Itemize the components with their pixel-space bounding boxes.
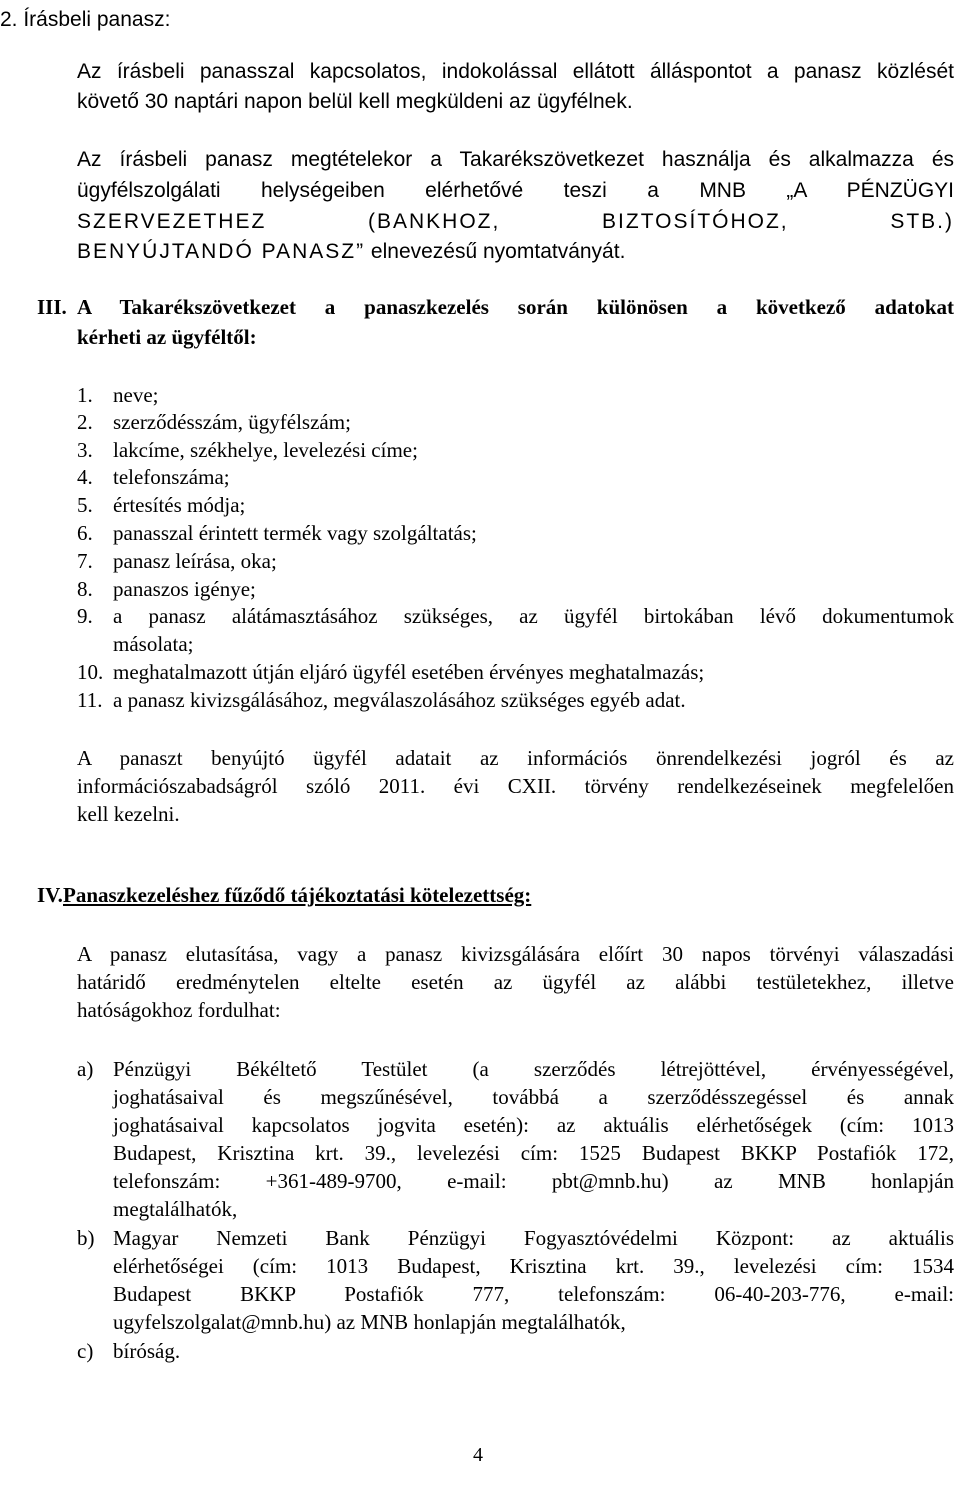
section-3-para-line2: információszabadságról szóló 2011. évi CXII. törvény rendelkezéseinek megfelelően [77, 774, 954, 798]
section-2-para2-line4 [77, 240, 625, 264]
section-2-para2-line1: Az írásbeli panasz megtételekor a Takarékszövetkezet használja és alkalmazza és [77, 148, 954, 171]
section-2-para2-line3: SZERVEZETHEZ (BANKHOZ, BIZTOSÍTÓHOZ, STB.) [77, 210, 954, 233]
section-3-title-line1: A Takarékszövetkezet a panaszkezelés során különösen a következő adatokat [77, 295, 954, 319]
list-item: 7. panasz leírása, oka; [77, 549, 277, 573]
section-2-para1-line2: követő 30 naptári napon belül kell megküldeni az ügyfélnek. [77, 90, 633, 113]
item-a-line6: megtalálhatók, [113, 1197, 238, 1221]
item-a-line3: joghatásaival kapcsolatos jogvita esetén): az aktuális elérhetőségek (cím: 1013 [113, 1113, 954, 1137]
section-4-title: Panaszkezeléshez fűződő tájékoztatási kötelezettség: [63, 883, 532, 907]
item-a-line5: telefonszám: +361-489-9700, e-mail: pbt@mnb.hu) az MNB honlapján [113, 1169, 954, 1193]
item-a-line1: Pénzügyi Békéltető Testület (a szerződés létrejöttével, érvényességével, [113, 1057, 954, 1081]
section-3-numeral: III. [37, 295, 67, 319]
list-item: 8. panaszos igénye; [77, 577, 256, 601]
section-4-para-line3: hatóságokhoz fordulhat: [77, 998, 281, 1022]
list-item: 11. a panasz kivizsgálásához, megválaszolásához szükséges egyéb adat. [77, 688, 686, 712]
section-3-para-line1: A panaszt benyújtó ügyfél adatait az információs önrendelkezési jogról és az [77, 746, 954, 770]
section-2-para1-line1: Az írásbeli panasszal kapcsolatos, indokolással ellátott álláspontot a panasz közlését [77, 60, 954, 83]
list-item: 2. szerződésszám, ügyfélszám; [77, 410, 351, 434]
item-c-line1: bíróság. [113, 1339, 181, 1363]
list-item: 9. a panasz alátámasztásához szükséges, az ügyfél birtokában lévő dokumentumok [77, 604, 954, 628]
section-3-para-line3: kell kezelni. [77, 802, 180, 826]
list-item: 6. panasszal érintett termék vagy szolgáltatás; [77, 521, 477, 545]
section-3-title-line2: kérheti az ügyféltől: [77, 325, 257, 349]
list-label-a: a) [77, 1057, 94, 1081]
list-item: 3. lakcíme, székhelye, levelezési címe; [77, 438, 418, 462]
page-number: 4 [473, 1444, 483, 1466]
list-item-continuation: másolata; [113, 632, 194, 656]
list-item: 4. telefonszáma; [77, 465, 230, 489]
list-item: 5. értesítés módja; [77, 493, 246, 517]
item-b-line2: elérhetőségei (cím: 1013 Budapest, Krisztina krt. 39., levelezési cím: 1534 [113, 1254, 954, 1278]
list-label-c: c) [77, 1339, 94, 1363]
form-name-suffix: elnevezésű nyomtatványát. [365, 240, 626, 263]
section-4-para-line2: határidő eredménytelen eltelte esetén az ügyfél az alábbi testületekhez, illetve [77, 970, 954, 994]
item-b-line4: ugyfelszolgalat@mnb.hu) az MNB honlapján megtalálhatók, [113, 1310, 626, 1334]
item-b-line3: Budapest BKKP Postafiók 777, telefonszám: 06-40-203-776, e-mail: [113, 1282, 954, 1306]
item-b-line1: Magyar Nemzeti Bank Pénzügyi Fogyasztóvédelmi Központ: az aktuális [113, 1226, 954, 1250]
form-name-end: BENYÚJTANDÓ PANASZ” [77, 240, 366, 263]
list-item: 1. neve; [77, 383, 159, 407]
section-2-para2-line2: ügyfélszolgálati helységeiben elérhetővé teszi a MNB „A PÉNZÜGYI [77, 179, 954, 202]
section-4-numeral: IV. [37, 883, 63, 907]
section-2-heading: 2. Írásbeli panasz: [0, 8, 171, 31]
item-a-line4: Budapest, Krisztina krt. 39., levelezési cím: 1525 Budapest BKKP Postafiók 172, [113, 1141, 954, 1165]
section-4-para-line1: A panasz elutasítása, vagy a panasz kivizsgálására előírt 30 napos törvényi válaszadási [77, 942, 954, 966]
list-label-b: b) [77, 1226, 95, 1250]
list-item: 10. meghatalmazott útján eljáró ügyfél esetében érvényes meghatalmazás; [77, 660, 705, 684]
item-a-line2: joghatásaival és megszűnésével, továbbá a szerződésszegéssel és annak [113, 1085, 954, 1109]
